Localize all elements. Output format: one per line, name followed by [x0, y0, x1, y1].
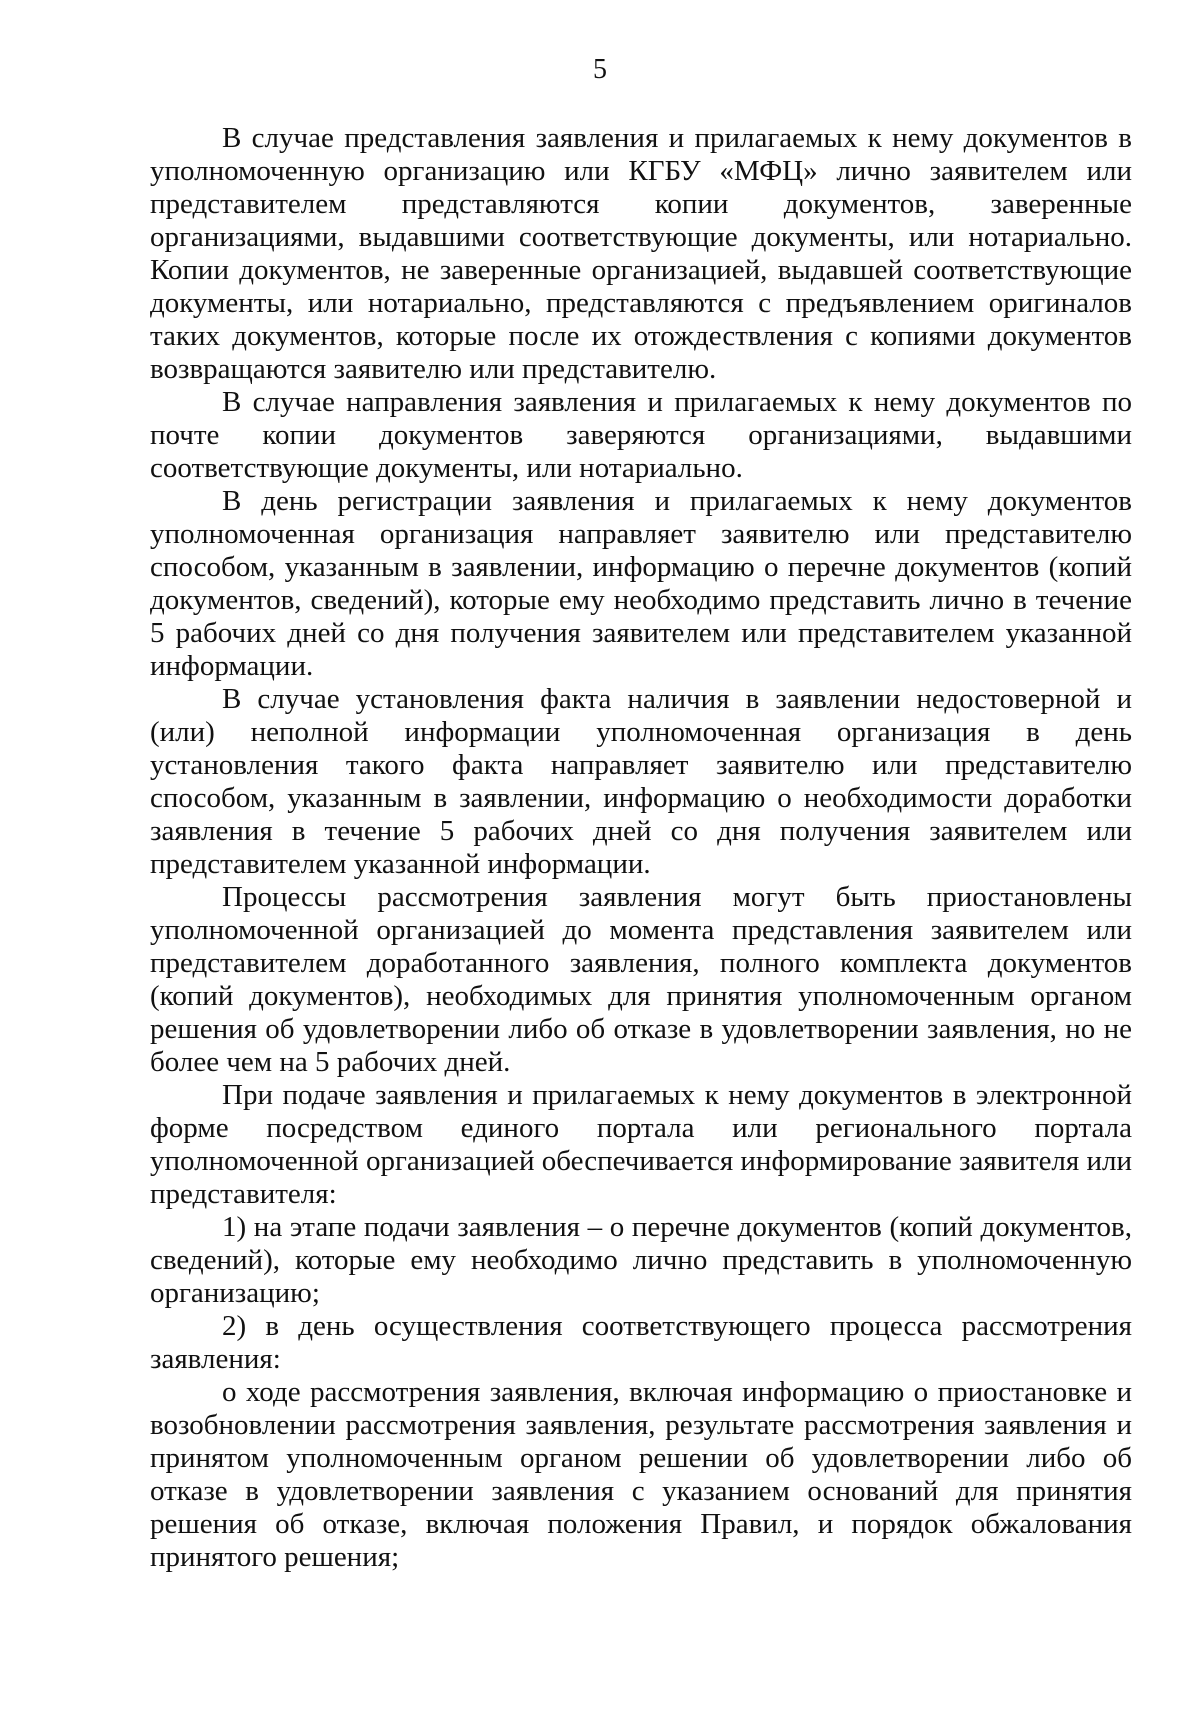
paragraph-suspension: Процессы рассмотрения заявления могут быть приостановлены уполномоченной организацией до момента представления заявителем или представителем доработанного заявления, полного комплекта документов (копий документов), необходимых для принятия уполномоченным органом решения об удовлетворении либо об отказе в удовлетворении заявления, но не более чем на 5 рабочих дней.: [150, 881, 1132, 1078]
paragraph-registration-day: В день регистрации заявления и прилагаемых к нему документов уполномоченная организация направляет заявителю или представителю способом, указанным в заявлении, информацию о перечне документов (копий документов, сведений), которые ему необходимо представить лично в течение 5 рабочих дней со дня получения заявителем или представителем указанной информации.: [150, 485, 1132, 682]
paragraph-unreliable-info: В случае установления факта наличия в заявлении недостоверной и (или) неполной информации уполномоченная организация в день установления такого факта направляет заявителю или представителю способом, указанным в заявлении, информацию о необходимости доработки заявления в течение 5 рабочих дней со дня получения заявителем или представителем указанной информации.: [150, 683, 1132, 880]
list-item-1: 1) на этапе подачи заявления – о перечне документов (копий документов, сведений), которые ему необходимо лично представить в уполномоченную организацию;: [150, 1211, 1132, 1309]
paragraph-electronic-submission: При подаче заявления и прилагаемых к нему документов в электронной форме посредством единого портала или регионального портала уполномоченной организацией обеспечивается информирование заявителя или представителя:: [150, 1079, 1133, 1210]
paragraph-copies-by-mail: В случае направления заявления и прилагаемых к нему документов по почте копии документов заверяются организациями, выдавшими соответствующие документы, или нотариально.: [150, 386, 1132, 484]
list-item-2: 2) в день осуществления соответствующего процесса рассмотрения заявления:: [150, 1310, 1132, 1375]
paragraph-progress-info: о ходе рассмотрения заявления, включая информацию о приостановке и возобновлении рассмотрения заявления, результате рассмотрения заявления и принятом уполномоченным органом решении об удовлетворении либо об отказе в удовлетворении заявления с указанием оснований для принятия решения об отказе, включая положения Правил, и порядок обжалования принятого решения;: [150, 1376, 1132, 1573]
document-body: [150, 122, 1132, 1574]
paragraph-copies-in-person: В случае представления заявления и прилагаемых к нему документов в уполномоченную организацию или КГБУ «МФЦ» лично заявителем или представителем представляются копии документов, заверенные организациями, выдавшими соответствующие документы, или нотариально. Копии документов, не заверенные организацией, выдавшей соответствующие документы, или нотариально, представляются с предъявлением оригиналов таких документов, которые после их отождествления с копиями документов возвращаются заявителю или представителю.: [150, 122, 1132, 385]
page-number: 5: [593, 54, 607, 85]
